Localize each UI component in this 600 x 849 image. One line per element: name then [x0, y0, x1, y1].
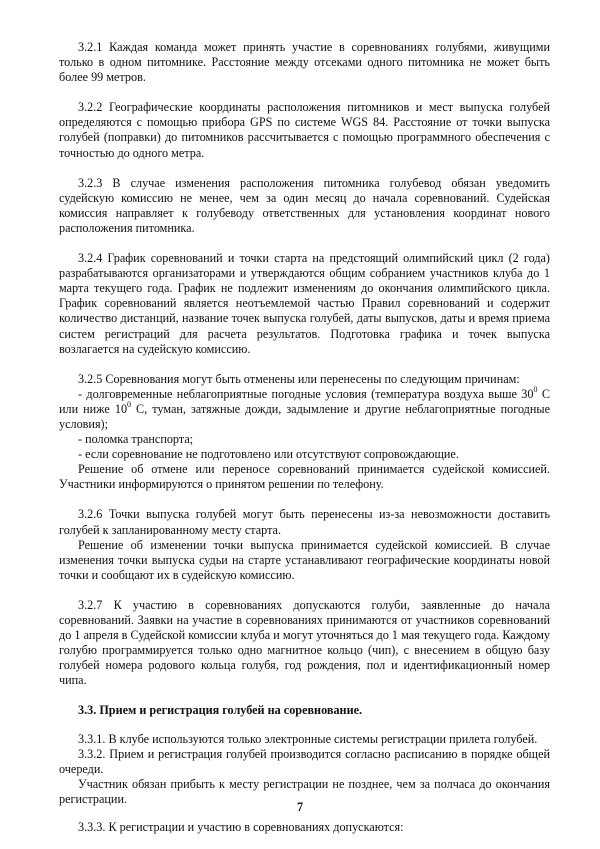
weather-text-a: - долговременные неблагоприятные погодные условия (температура воздуха выше 30 — [78, 386, 534, 401]
paragraph-3-2-1: 3.2.1 Каждая команда может принять участие в соревнованиях голубями, живущими только в одном питомнике. Расстояние между отсеками одного питомника не может быть более 99 метров. — [59, 40, 550, 85]
weather-text-c: С, туман, затяжные дожди, задымление и другие неблагоприятные погодные условия); — [59, 401, 551, 431]
page-body — [59, 40, 550, 835]
paragraph-3-3-3: 3.3.3. К регистрации и участию в соревнованиях допускаются: — [78, 820, 404, 835]
paragraph-3-3-2-arrival: Участник обязан прибыть к месту регистрации не позднее, чем за полчаса до окончания регистрации. — [59, 776, 550, 806]
paragraph-3-3-1: 3.3.1. В клубе используются только электронные системы регистрации прилета голубей. — [78, 731, 538, 746]
paragraph-3-2-5-weather — [59, 384, 551, 432]
degree-sup-1: 0 — [533, 384, 538, 394]
section-heading-3-3: 3.3. Прием и регистрация голубей на соревнование. — [78, 703, 363, 718]
paragraph-3-2-7: 3.2.7 К участию в соревнованиях допускаются голуби, заявленные до начала соревнований. Заявки на участие в соревнованиях принимаются от участников соревнований до 1 апреля в Судейской комиссии клуба и могут уточняться до 1 мая текущего года. Каждому голубю программируется только одно магнитное кольцо (чип), с внесением в общую базу голубей номера родового кольца голубя, год рождения, пол и идентификационный номер чипа. — [59, 597, 550, 688]
paragraph-3-3-2: 3.3.2. Прием и регистрация голубей производится согласно расписанию в порядке общей очереди. — [59, 746, 550, 776]
paragraph-3-2-5-transport: - поломка транспорта; — [78, 432, 194, 447]
paragraph-3-2-2: 3.2.2 Географические координаты расположения питомников и мест выпуска голубей определяются с помощью прибора GPS по системе WGS 84. Расстояние от точки выпуска голубей (поправки) до питомников рассчитывается с помощью программного обеспечения с точностью до одного метра. — [59, 100, 550, 160]
degree-sup-2: 0 — [127, 399, 132, 409]
page-number: 7 — [296, 800, 304, 814]
weather-text-b: С или ниже 10 — [59, 386, 550, 416]
paragraph-3-2-5-intro: 3.2.5 Соревнования могут быть отменены или перенесены по следующим причинам: — [78, 371, 520, 386]
paragraph-3-2-6: 3.2.6 Точки выпуска голубей могут быть перенесены из-за невозможности доставить голубей к запланированному месту старта. — [59, 507, 550, 537]
paragraph-3-2-6-decision: Решение об изменении точки выпуска принимается судейской комиссией. В случае изменения точки выпуска судьи на старте устанавливают географические координаты новой точки и сообщают их в судейскую комиссию. — [59, 537, 550, 582]
paragraph-3-2-4: 3.2.4 График соревнований и точки старта на предстоящий олимпийский цикл (2 года) разрабатываются организаторами и утверждаются общим собранием участников клуба до 1 марта текущего года. График не подлежит изменениям до окончания олимпийского цикла. График соревнований является неотъемлемой частью Правил соревнований и содержит количество дистанций, название точек выпуска голубей, даты выпусков, даты и время приема систем регистраций для расчета результатов. Подготовка графика и точек выпуска возлагается на судейскую комиссию. — [59, 251, 550, 356]
paragraph-3-2-5-decision: Решение об отмене или переносе соревнований принимается судейской комиссией. Участники информируются о принятом решении по телефону. — [59, 462, 550, 492]
paragraph-3-2-3: 3.2.3 В случае изменения расположения питомника голубевод обязан уведомить судейскую комиссию не менее, чем за один месяц до начала соревнований. Судейская комиссия направляет к голубеводу ответственных для установления координат нового расположения питомника. — [59, 175, 550, 235]
paragraph-3-2-5-unprepared: - если соревнование не подготовлено или отсутствуют сопровождающие. — [78, 447, 459, 462]
